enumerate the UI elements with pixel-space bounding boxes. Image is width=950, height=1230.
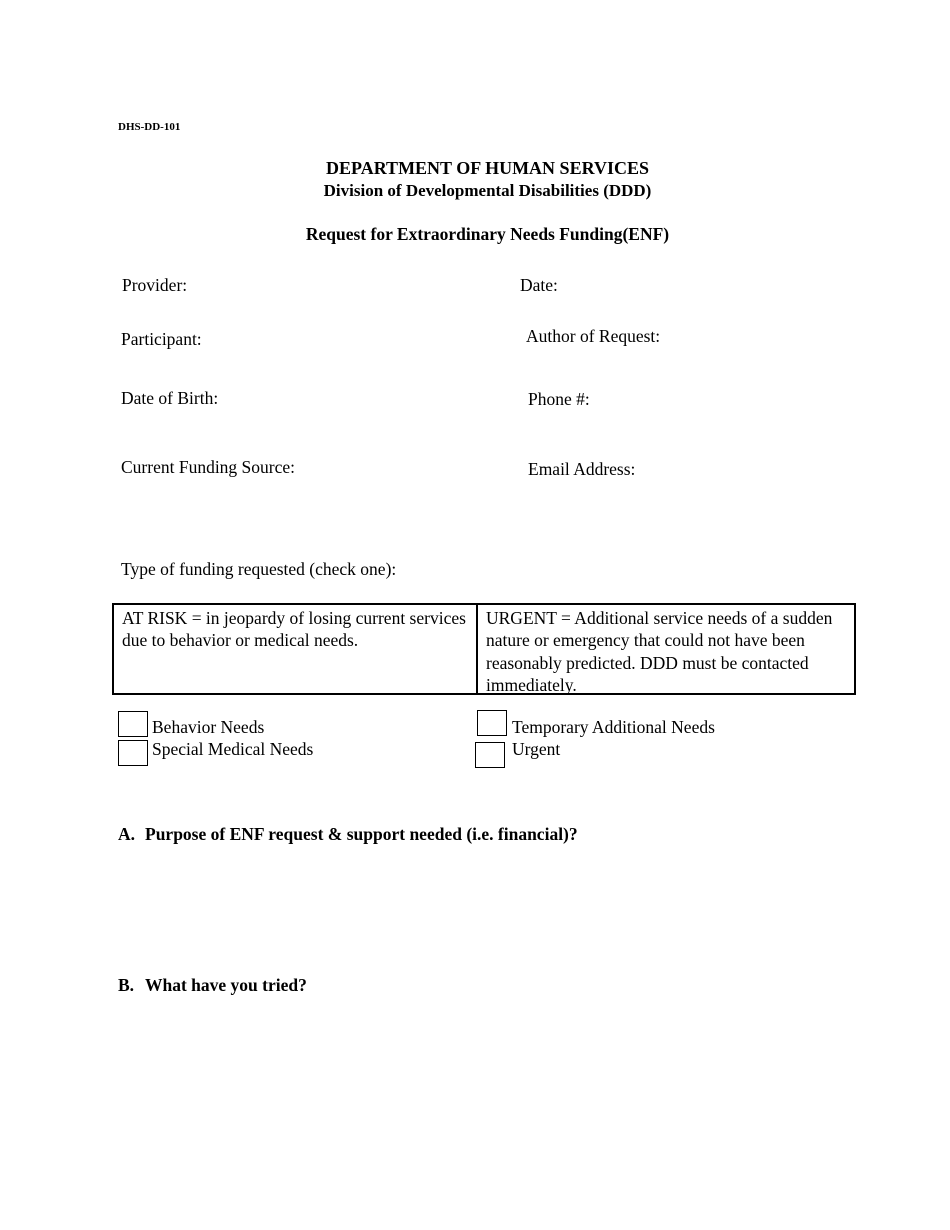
urgent-label: Urgent — [512, 739, 561, 759]
provider-field[interactable]: Provider: — [122, 275, 188, 295]
funding-definitions-table — [112, 603, 856, 695]
at-risk-definition: AT RISK = in jeopardy of losing current services due to behavior or medical needs. — [114, 605, 478, 693]
question-b-text: What have you tried? — [145, 975, 307, 995]
division-heading: Division of Developmental Disabilities (DDD) — [323, 181, 652, 200]
behavior-needs-label: Behavior Needs — [152, 717, 265, 737]
department-heading: DEPARTMENT OF HUMAN SERVICES — [326, 158, 649, 178]
special-medical-needs-label: Special Medical Needs — [152, 739, 314, 759]
behavior-needs-checkbox[interactable] — [118, 711, 148, 737]
question-a-text: Purpose of ENF request & support needed (i.e. financial)? — [145, 824, 578, 844]
funding-source-field[interactable]: Current Funding Source: — [121, 457, 296, 477]
question-b-number: B. — [118, 975, 135, 995]
form-code: DHS-DD-101 — [118, 121, 181, 133]
email-field[interactable]: Email Address: — [528, 459, 636, 479]
question-b — [118, 975, 307, 996]
author-field[interactable]: Author of Request: — [526, 326, 661, 346]
date-field[interactable]: Date: — [520, 275, 558, 295]
question-a-number: A. — [118, 824, 136, 844]
date-of-birth-field[interactable]: Date of Birth: — [121, 388, 219, 408]
participant-field[interactable]: Participant: — [121, 329, 202, 349]
phone-field[interactable]: Phone #: — [528, 389, 590, 409]
temporary-additional-needs-checkbox[interactable] — [477, 710, 507, 736]
urgent-definition: URGENT = Additional service needs of a sudden nature or emergency that could not have been reasonably predicted. DDD must be contacted immediately. — [486, 608, 833, 695]
question-a — [118, 824, 578, 845]
urgent-checkbox[interactable] — [475, 742, 505, 768]
temporary-additional-needs-label: Temporary Additional Needs — [512, 717, 715, 737]
funding-type-label: Type of funding requested (check one): — [121, 559, 397, 579]
special-medical-needs-checkbox[interactable] — [118, 740, 148, 766]
form-title: Request for Extraordinary Needs Funding(ENF) — [305, 224, 670, 244]
